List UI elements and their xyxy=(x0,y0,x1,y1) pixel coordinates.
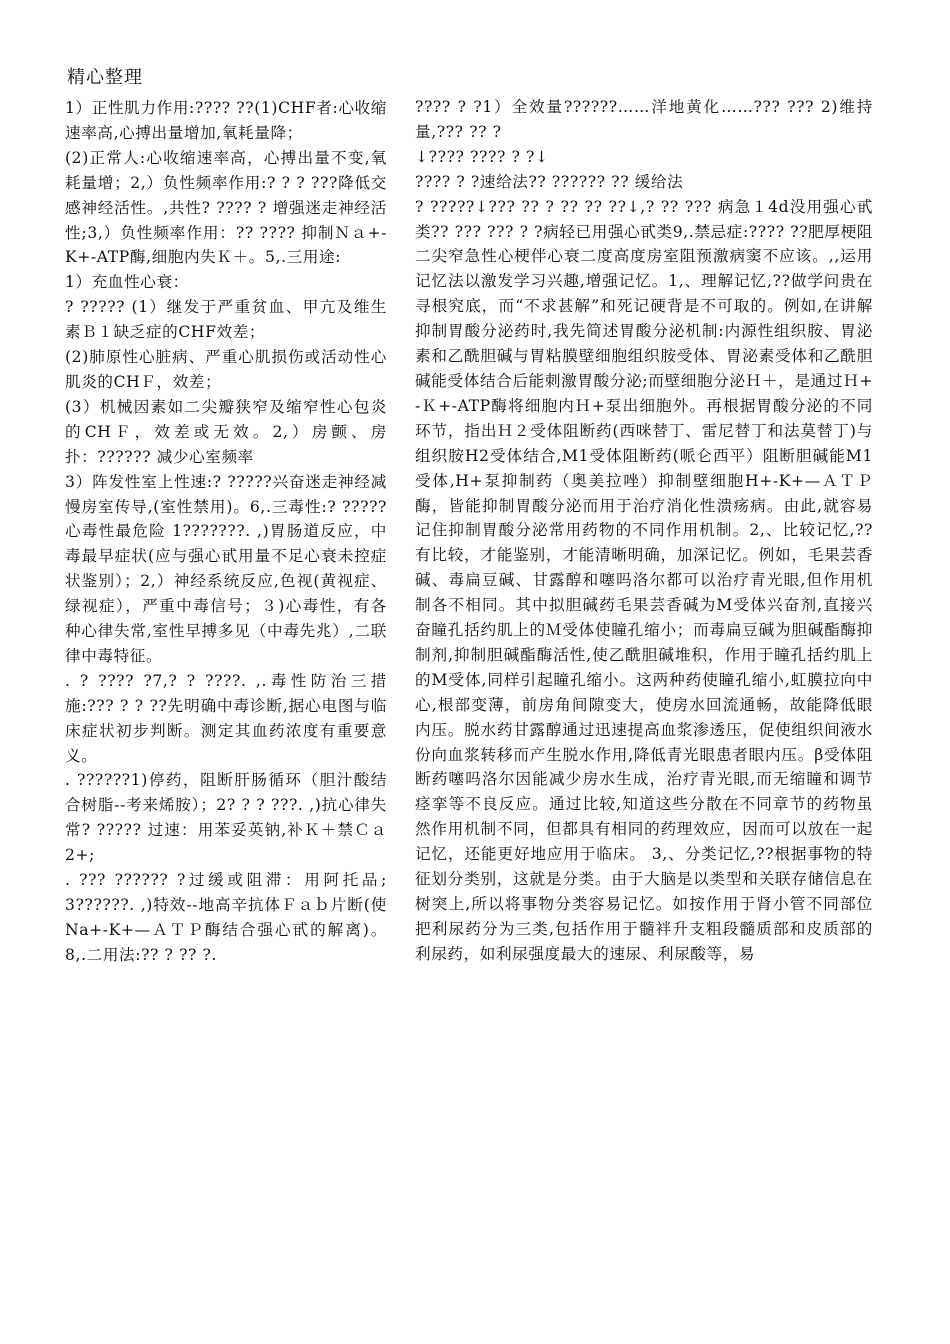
paragraph: (2)肺原性心脏病、严重心肌损伤或活动性心肌炎的CHＦ，效差； xyxy=(65,348,387,391)
paragraph: 1）正性肌力作用:???? ??(1)CHF者:心收缩速率高,心搏出量增加,氧耗量降； xyxy=(65,99,387,142)
page-header-title: 精心整理 xyxy=(67,67,143,88)
paragraph: . ??????1)停药，阻断肝肠循环（胆汁酸结合树脂--考来烯胺）；2? ? ? ???. ,)抗心律失常? ????? 过速：用苯妥英钠,补Ｋ＋禁Ｃａ 2+; xyxy=(65,771,387,865)
paragraph: (3）机械因素如二尖瓣狭窄及缩窄性心包炎的CHＦ，效差或无效。2,）房颤、房扑：?????? 减少心室频率 xyxy=(65,397,387,466)
paragraph: 1）充血性心衰： xyxy=(65,273,189,292)
right-text-column xyxy=(415,95,873,967)
paragraph: (2)正常人:心收缩速率高，心搏出量不变,氧耗量增；2,）负性频率作用:? ? ? ???降低交感神经活性。,共性? ???? ? 增强迷走神经活性;3,）负性频率作用：?? ???? 抑制Ｎａ+-K+-ATP酶,细胞内失Ｋ＋。5,.三用途: xyxy=(65,148,387,267)
paragraph: ???? ? ?1）全效量??????……洋地黄化……??? ??? 2)维持量,??? ?? ? xyxy=(415,98,873,141)
left-text-column xyxy=(65,96,387,968)
paragraph: 3）阵发性室上性速:? ?????兴奋迷走神经减慢房室传导,(室性禁用)。6,.三毒性:? ?????心毒性最危险 1???????. ,)胃肠道反应，中毒最早症状(应与强心甙用量不足心衰未控症状鉴别）；2,）神经系统反应,色视(黄视症、绿视症），严重中毒信号；３)心毒性，有各种心律失常,室性早搏多见（中毒先兆）,二联律中毒特征。 xyxy=(65,472,387,665)
paragraph: . ??? ?????? ?过缓或阻滞：用阿托品;3??????. ,)特效--地高辛抗体Ｆａｂ片断(使Na+-K+—ＡＴＰ酶结合强心甙的解离)。8,.二用法:?? ? ?? ?. xyxy=(65,871,387,964)
paragraph: ? ?????↓??? ?? ? ?? ?? ??↓,? ?? ??? 病急１4d没用强心甙类?? ??? ??? ? ?病轻已用强心甙类9,.禁忌症:???? ??肥厚梗阻二尖窄急性心梗伴心衰二度高度房室阻预激病窦不应该。,,运用记忆法以激发学习兴趣,增强记忆。1,、理解记忆,??做学问贵在寻根究底，而“不求甚解”和死记硬背是不可取的。例如,在讲解抑制胃酸分泌药时,我先简述胃酸分泌机制:内源性组织胺、胃泌素和乙酰胆碱与胃粘膜壁细胞组织胺受体、胃泌素受体和乙酰胆碱能受体结合后能刺激胃酸分泌;而壁细胞分泌Ｈ＋，是通过Ｈ+-Ｋ+-ATP酶将细胞内Ｈ+泵出细胞外。再根据胃酸分泌的不同环节，指出Ｈ２受体阻断药(西咪替丁、雷尼替丁和法莫替丁)与组织胺H2受体结合,M1受体阻断药(哌仑西平）阻断胆碱能M1受体,H+泵抑制药（奥美拉唑）抑制壁细胞H+-K+—ＡＴＰ酶，皆能抑制胃酸分泌而用于治疗消化性溃疡病。由此,就容易记住抑制胃酸分泌常用药物的不同作用机制。2,、比较记忆,?? 有比较，才能鉴别，才能清晰明确，加深记忆。例如，毛果芸香碱、毒扁豆碱、甘露醇和噻吗洛尔都可以治疗青光眼,但作用机制各不相同。其中拟胆碱药毛果芸香碱为M受体兴奋剂,直接兴奋瞳孔括约肌上的Ｍ受体使瞳孔缩小；而毒扁豆碱为胆碱酯酶抑制剂,抑制胆碱酯酶活性,使乙酰胆碱堆积，作用于瞳孔括约肌上的M受体,同样引起瞳孔缩小。这两种药使瞳孔缩小,虹膜拉向中心,根部变薄，前房角间隙变大，使房水回流通畅，故能降低眼内压。脱水药甘露醇通过迅速提高血浆渗透压，促使组织间液水份向血浆转移而产生脱水作用,降低青光眼患者眼内压。β受体阻断药噻吗洛尔因能减少房水生成，治疗青光眼,而无缩瞳和调节痉挛等不良反应。通过比较,知道这些分散在不同章节的药物虽然作用机制不同，但都具有相同的药理效应，因而可以放在一起记忆，还能更好地应用于临床。 3,、分类记忆,??根据事物的特征划分类别，这就是分类。由于大脑是以类型和关联存储信息在树突上,所以将事物分类容易记忆。如按作用于肾小管不同部位把利尿药分为三类,包括作用于髓袢升支粗段髓质部和皮质部的利尿药，如利尿强度最大的速尿、利尿酸等，易 xyxy=(415,197,873,963)
paragraph: ↓???? ???? ? ?↓ xyxy=(415,147,549,166)
paragraph: . ? ???? ?7,? ? ????. ,.毒性防治三措施:??? ? ? ??先明确中毒诊断,据心电图与临床症状初步判断。测定其血药浓度有重要意义。 xyxy=(65,671,387,765)
paragraph: ? ????? (1）继发于严重贫血、甲亢及维生素Ｂ１缺乏症的CHF效差； xyxy=(65,298,387,342)
paragraph: ???? ? ?速给法?? ?????? ?? 缓给法 xyxy=(415,172,684,191)
